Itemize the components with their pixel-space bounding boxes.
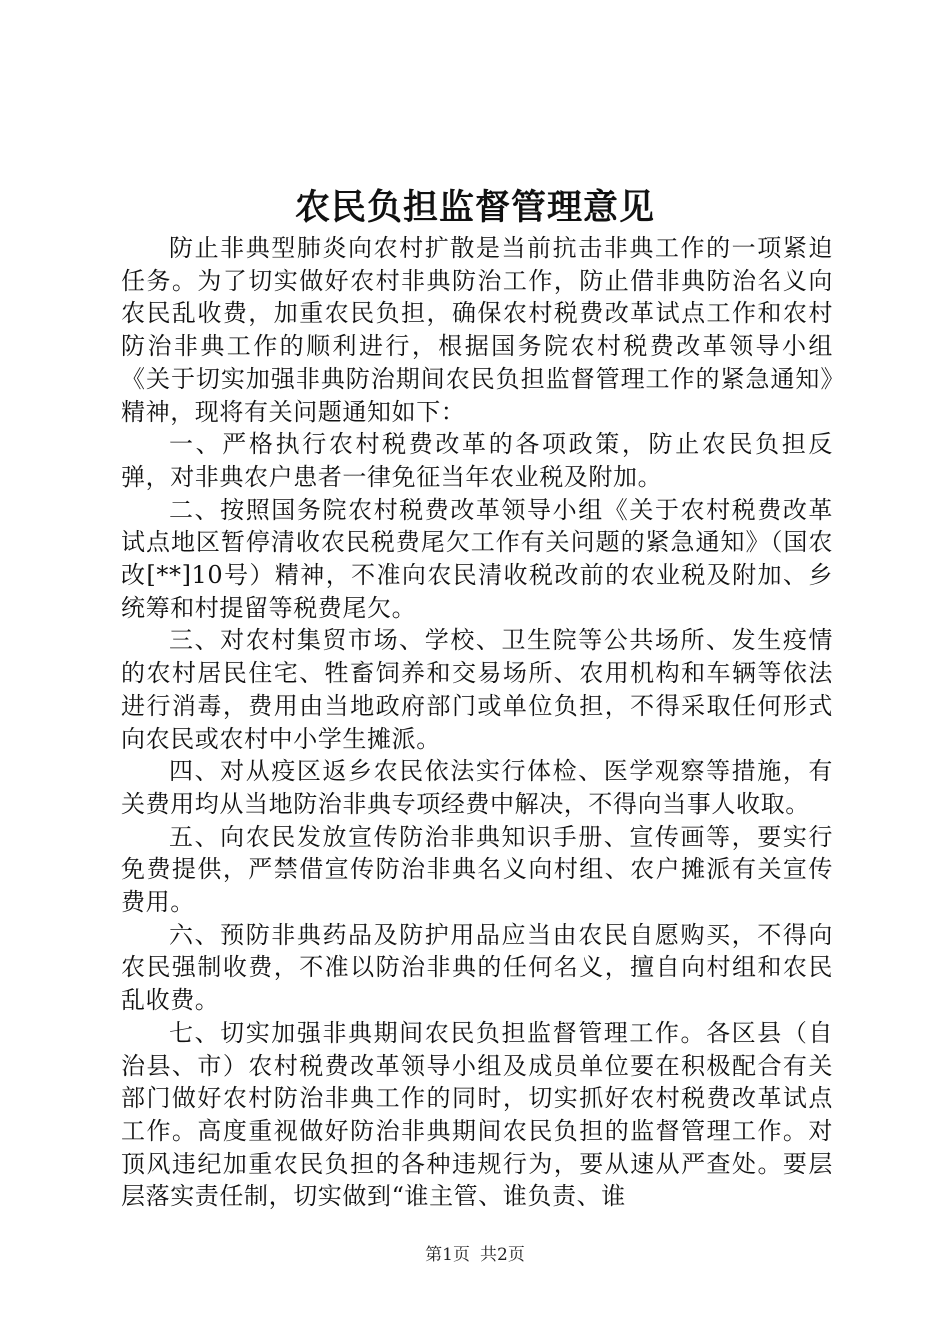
paragraph-item-2: 二、按照国务院农村税费改革领导小组《关于农村税费改革试点地区暂停清收农民税费尾欠工作有关问题的紧急通知》（国农改[**]10号）精神，不准向农民清收税改前的农业税及附加、乡统筹和村提留等税费尾欠。 [121, 495, 833, 622]
paragraph-intro: 防止非典型肺炎向农村扩散是当前抗击非典工作的一项紧迫任务。为了切实做好农村非典防治工作，防止借非典防治名义向农民乱收费，加重农民负担，确保农村税费改革试点工作和农村防治非典工作的顺利进行，根据国务院农村税费改革领导小组《关于切实加强非典防治期间农民负担监督管理工作的紧急通知》精神，现将有关问题通知如下： [121, 234, 833, 426]
page-number-total: 共2页 [480, 1245, 525, 1265]
document-body [121, 232, 833, 1213]
paragraph-item-5: 五、向农民发放宣传防治非典知识手册、宣传画等，要实行免费提供，严禁借宣传防治非典名义向村组、农户摊派有关宣传费用。 [121, 822, 833, 917]
document-title: 农民负担监督管理意见 [294, 187, 655, 228]
paragraph-item-4: 四、对从疫区返乡农民依法实行体检、医学观察等措施，有关费用均从当地防治非典专项经费中解决，不得向当事人收取。 [121, 757, 833, 818]
paragraph-item-7: 七、切实加强非典期间农民负担监督管理工作。各区县（自治县、市）农村税费改革领导小组及成员单位要在积极配合有关部门做好农村防治非典工作的同时，切实抓好农村税费改革试点工作。高度重视做好防治非典期间农民负担的监督管理工作。对顶风违纪加重农民负担的各种违规行为，要从速从严查处。要层层落实责任制，切实做到“谁主管、谁负责、谁 [121, 1018, 833, 1211]
paragraph-item-3: 三、对农村集贸市场、学校、卫生院等公共场所、发生疫情的农村居民住宅、牲畜饲养和交易场所、农用机构和车辆等依法进行消毒，费用由当地政府部门或单位负担，不得采取任何形式向农民或农村中小学生摊派。 [121, 626, 833, 753]
page-footer [0, 1243, 950, 1267]
paragraph-item-1: 一、严格执行农村税费改革的各项政策，防止农民负担反弹，对非典农户患者一律免征当年农业税及附加。 [121, 430, 833, 491]
page-number-current: 第1页 [425, 1245, 470, 1265]
paragraph-item-6: 六、预防非典药品及防护用品应当由农民自愿购买，不得向农民强制收费，不准以防治非典的任何名义，擅自向村组和农民乱收费。 [121, 920, 833, 1015]
